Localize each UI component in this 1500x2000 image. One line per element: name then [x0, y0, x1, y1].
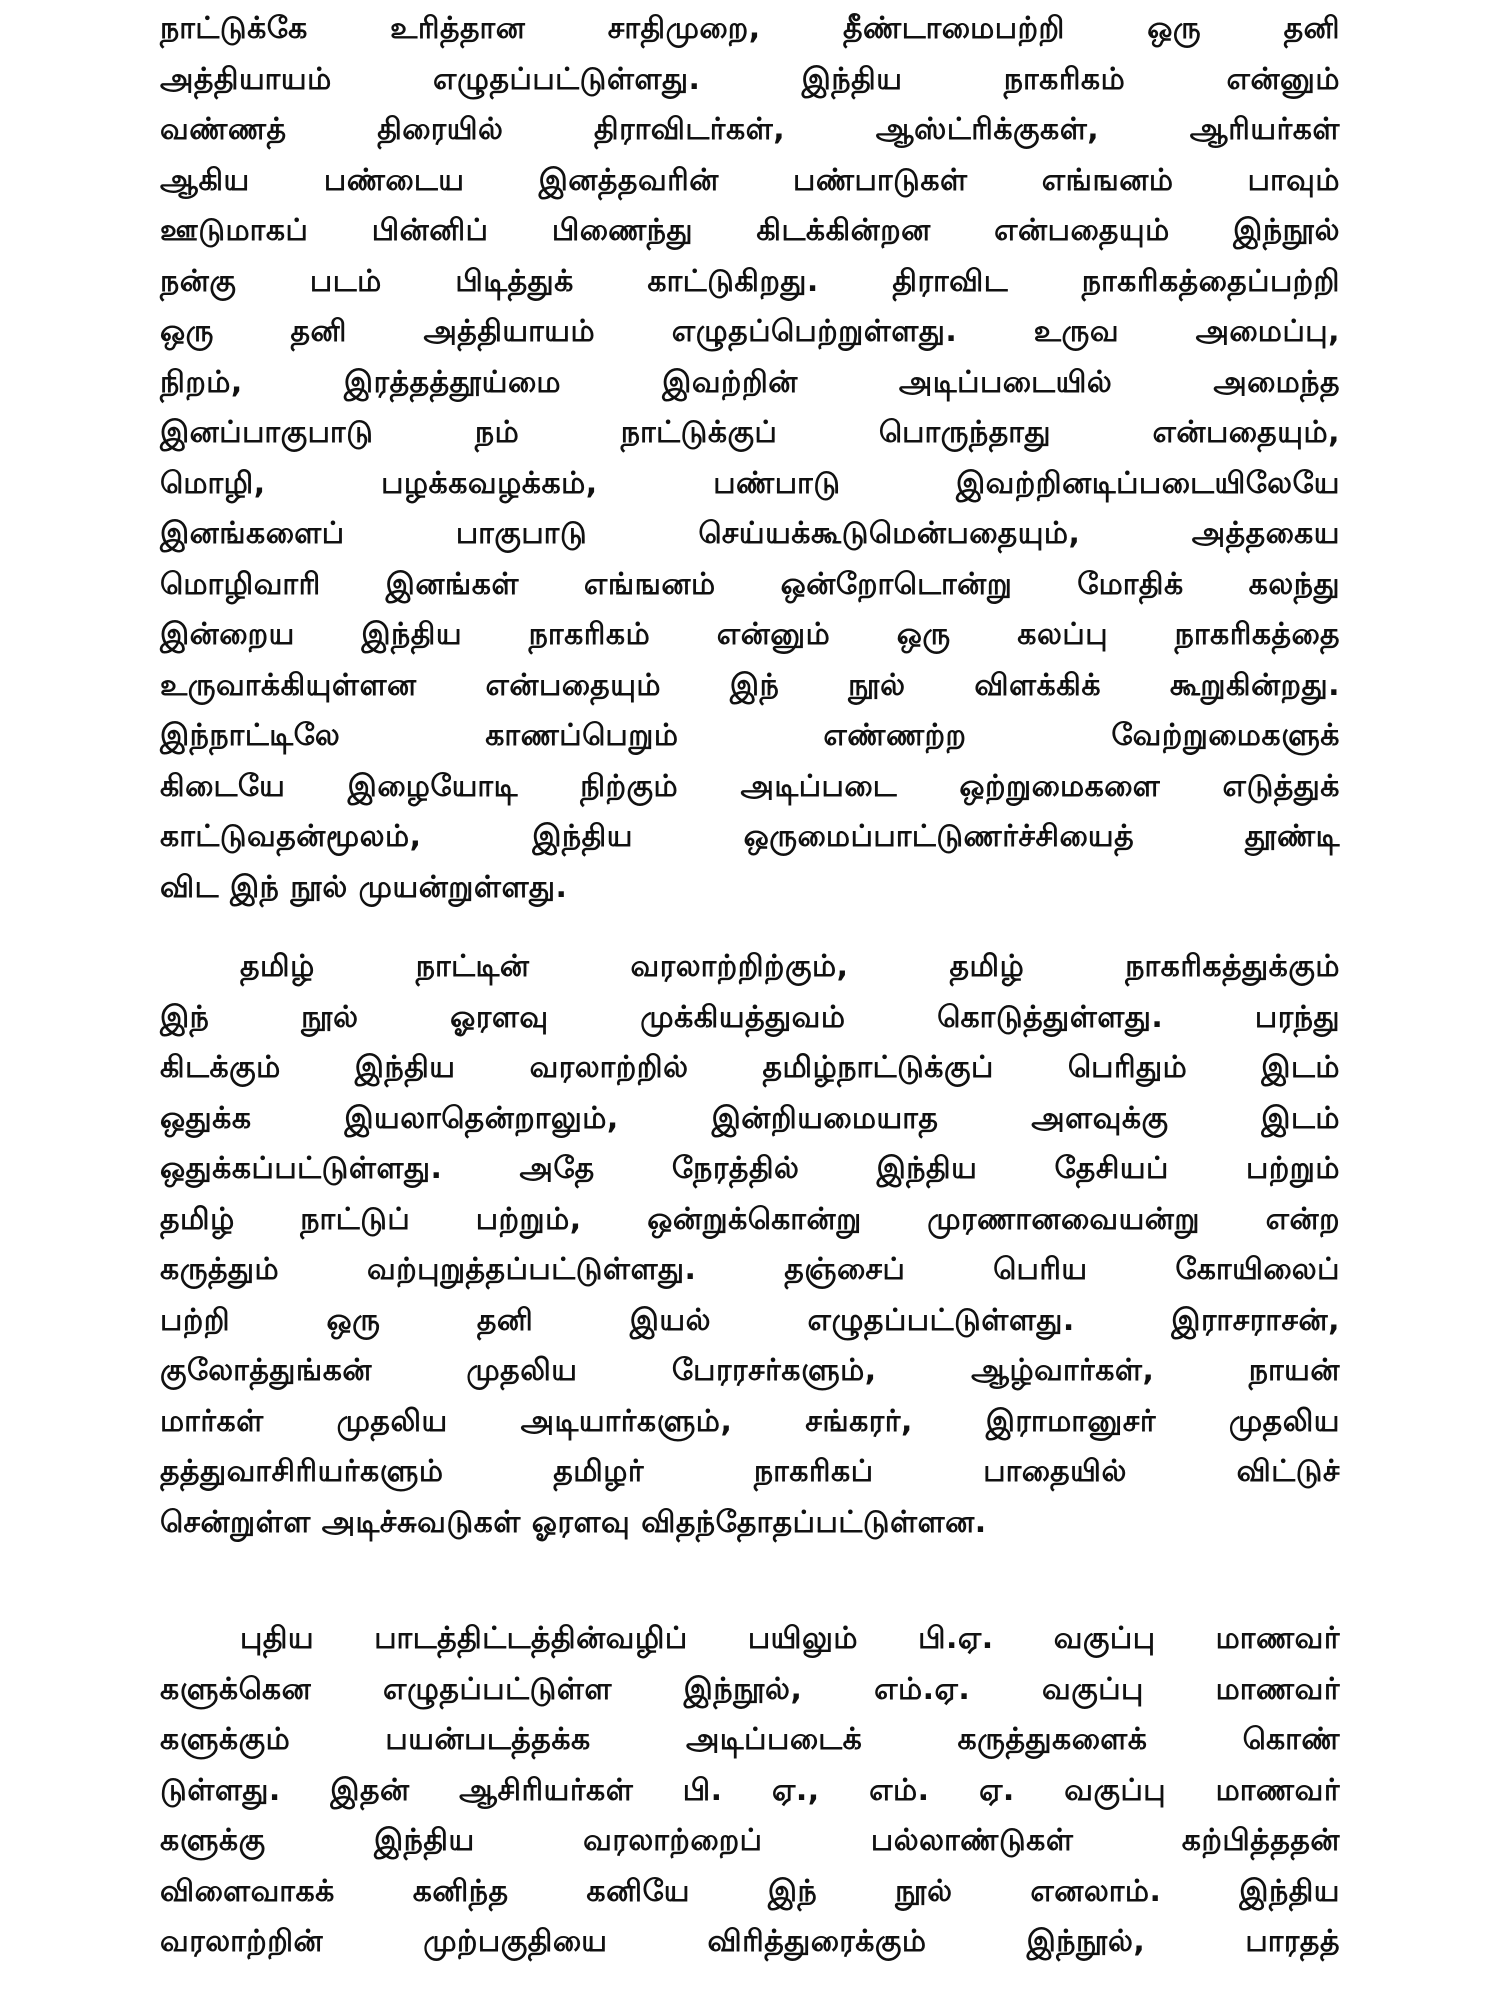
text-line: தமிழ் நாட்டுப் பற்றும், ஒன்றுக்கொன்று முரணானவையன்று என்ற: [160, 1201, 1340, 1237]
text-line: ஒரு தனி அத்தியாயம் எழுதப்பெற்றுள்ளது. உருவ அமைப்பு,: [160, 314, 1340, 349]
text-line: ஆகிய பண்டைய இனத்தவரின் பண்பாடுகள் எங்ஙனம் பாவும்: [160, 162, 1340, 198]
text-line: இனப்பாகுபாடு நம் நாட்டுக்குப் பொருந்தாது என்பதையும்,: [160, 415, 1340, 450]
text-line: இந்நாட்டிலே காணப்பெறும் எண்ணற்ற வேற்றுமைகளுக்: [160, 718, 1340, 753]
paragraph-2: [160, 942, 1340, 1548]
text-line: நன்கு படம் பிடித்துக் காட்டுகிறது. திராவிட நாகரிகத்தைப்பற்றி: [160, 263, 1340, 299]
text-line: களுக்கும் பயன்படத்தக்க அடிப்படைக் கருத்துகளைக் கொண்: [160, 1722, 1340, 1757]
text-line: டுள்ளது. இதன் ஆசிரியர்கள் பி. ஏ., எம். ஏ. வகுப்பு மாணவர்: [160, 1772, 1340, 1808]
text-line: கிடையே இழையோடி நிற்கும் அடிப்படை ஒற்றுமைகளை எடுத்துக்: [160, 768, 1340, 804]
text-line: வரலாற்றின் முற்பகுதியை விரித்துரைக்கும் இந்நூல், பாரதத்: [160, 1924, 1340, 1959]
text-line: மார்கள் முதலிய அடியார்களும், சங்கரர், இராமானுசர் முதலிய: [160, 1403, 1340, 1439]
text-line: குலோத்துங்கன் முதலிய பேரரசர்களும், ஆழ்வார்கள், நாயன்: [160, 1353, 1340, 1388]
text-line: புதிய பாடத்திட்டத்தின்வழிப் பயிலும் பி.ஏ. வகுப்பு மாணவர்: [240, 1621, 1340, 1656]
text-line: ஒதுக்கப்பட்டுள்ளது. அதே நேரத்தில் இந்திய தேசியப் பற்றும்: [160, 1151, 1340, 1186]
text-line: ஊடுமாகப் பின்னிப் பிணைந்து கிடக்கின்றன என்பதையும் இந்நூல்: [160, 213, 1340, 248]
text-line: பற்றி ஒரு தனி இயல் எழுதப்பட்டுள்ளது. இராசராசன்,: [160, 1302, 1340, 1338]
text-line: களுக்கென எழுதப்பட்டுள்ள இந்நூல், எம்.ஏ. வகுப்பு மாணவர்: [160, 1671, 1340, 1707]
text-line: உருவாக்கியுள்ளன என்பதையும் இந் நூல் விளக்கிக் கூறுகின்றது.: [160, 667, 1340, 703]
text-line: மொழிவாரி இனங்கள் எங்ஙனம் ஒன்றோடொன்று மோதிக் கலந்து: [160, 566, 1340, 602]
text-line: அத்தியாயம் எழுதப்பட்டுள்ளது. இந்திய நாகரிகம் என்னும்: [160, 61, 1340, 97]
text-line: இனங்களைப் பாகுபாடு செய்யக்கூடுமென்பதையும், அத்தகைய: [160, 516, 1340, 551]
text-line: களுக்கு இந்திய வரலாற்றைப் பல்லாண்டுகள் கற்பித்ததன்: [160, 1823, 1340, 1858]
text-line: நாட்டுக்கே உரித்தான சாதிமுறை, தீண்டாமைபற்றி ஒரு தனி: [160, 11, 1340, 46]
paragraph-3: [160, 1614, 1340, 1968]
text-line: தமிழ் நாட்டின் வரலாற்றிற்கும், தமிழ் நாகரிகத்துக்கும்: [240, 949, 1340, 984]
text-line: இந் நூல் ஓரளவு முக்கியத்துவம் கொடுத்துள்ளது. பரந்து: [160, 999, 1340, 1035]
text-line: இன்றைய இந்திய நாகரிகம் என்னும் ஒரு கலப்பு நாகரிகத்தை: [160, 617, 1340, 652]
paragraph-1: [160, 4, 1340, 913]
text-line: காட்டுவதன்மூலம், இந்திய ஒருமைப்பாட்டுணர்ச்சியைத் தூண்டி: [160, 819, 1340, 854]
text-line: சென்றுள்ள அடிச்சுவடுகள் ஓரளவு விதந்தோதப்பட்டுள்ளன.: [160, 1504, 987, 1540]
text-line: தத்துவாசிரியர்களும் தமிழர் நாகரிகப் பாதையில் விட்டுச்: [160, 1454, 1340, 1489]
text-line: மொழி, பழக்கவழக்கம், பண்பாடு இவற்றினடிப்படையிலேயே: [160, 465, 1340, 501]
text-line: விட இந் நூல் முயன்றுள்ளது.: [160, 869, 568, 905]
text-line: வண்ணத் திரையில் திராவிடர்கள், ஆஸ்ட்ரிக்குகள், ஆரியர்கள்: [160, 112, 1340, 147]
text-line: ஒதுக்க இயலாதென்றாலும், இன்றியமையாத அளவுக்கு இடம்: [160, 1100, 1340, 1136]
text-line: கருத்தும் வற்புறுத்தப்பட்டுள்ளது. தஞ்சைப் பெரிய கோயிலைப்: [160, 1252, 1340, 1287]
text-line: விளைவாகக் கனிந்த கனியே இந் நூல் எனலாம். இந்திய: [160, 1873, 1340, 1909]
text-line: நிறம், இரத்தத்தூய்மை இவற்றின் அடிப்படையில் அமைந்த: [160, 364, 1340, 400]
text-line: கிடக்கும் இந்திய வரலாற்றில் தமிழ்நாட்டுக்குப் பெரிதும் இடம்: [160, 1050, 1340, 1085]
document-page: [160, 0, 1340, 2000]
